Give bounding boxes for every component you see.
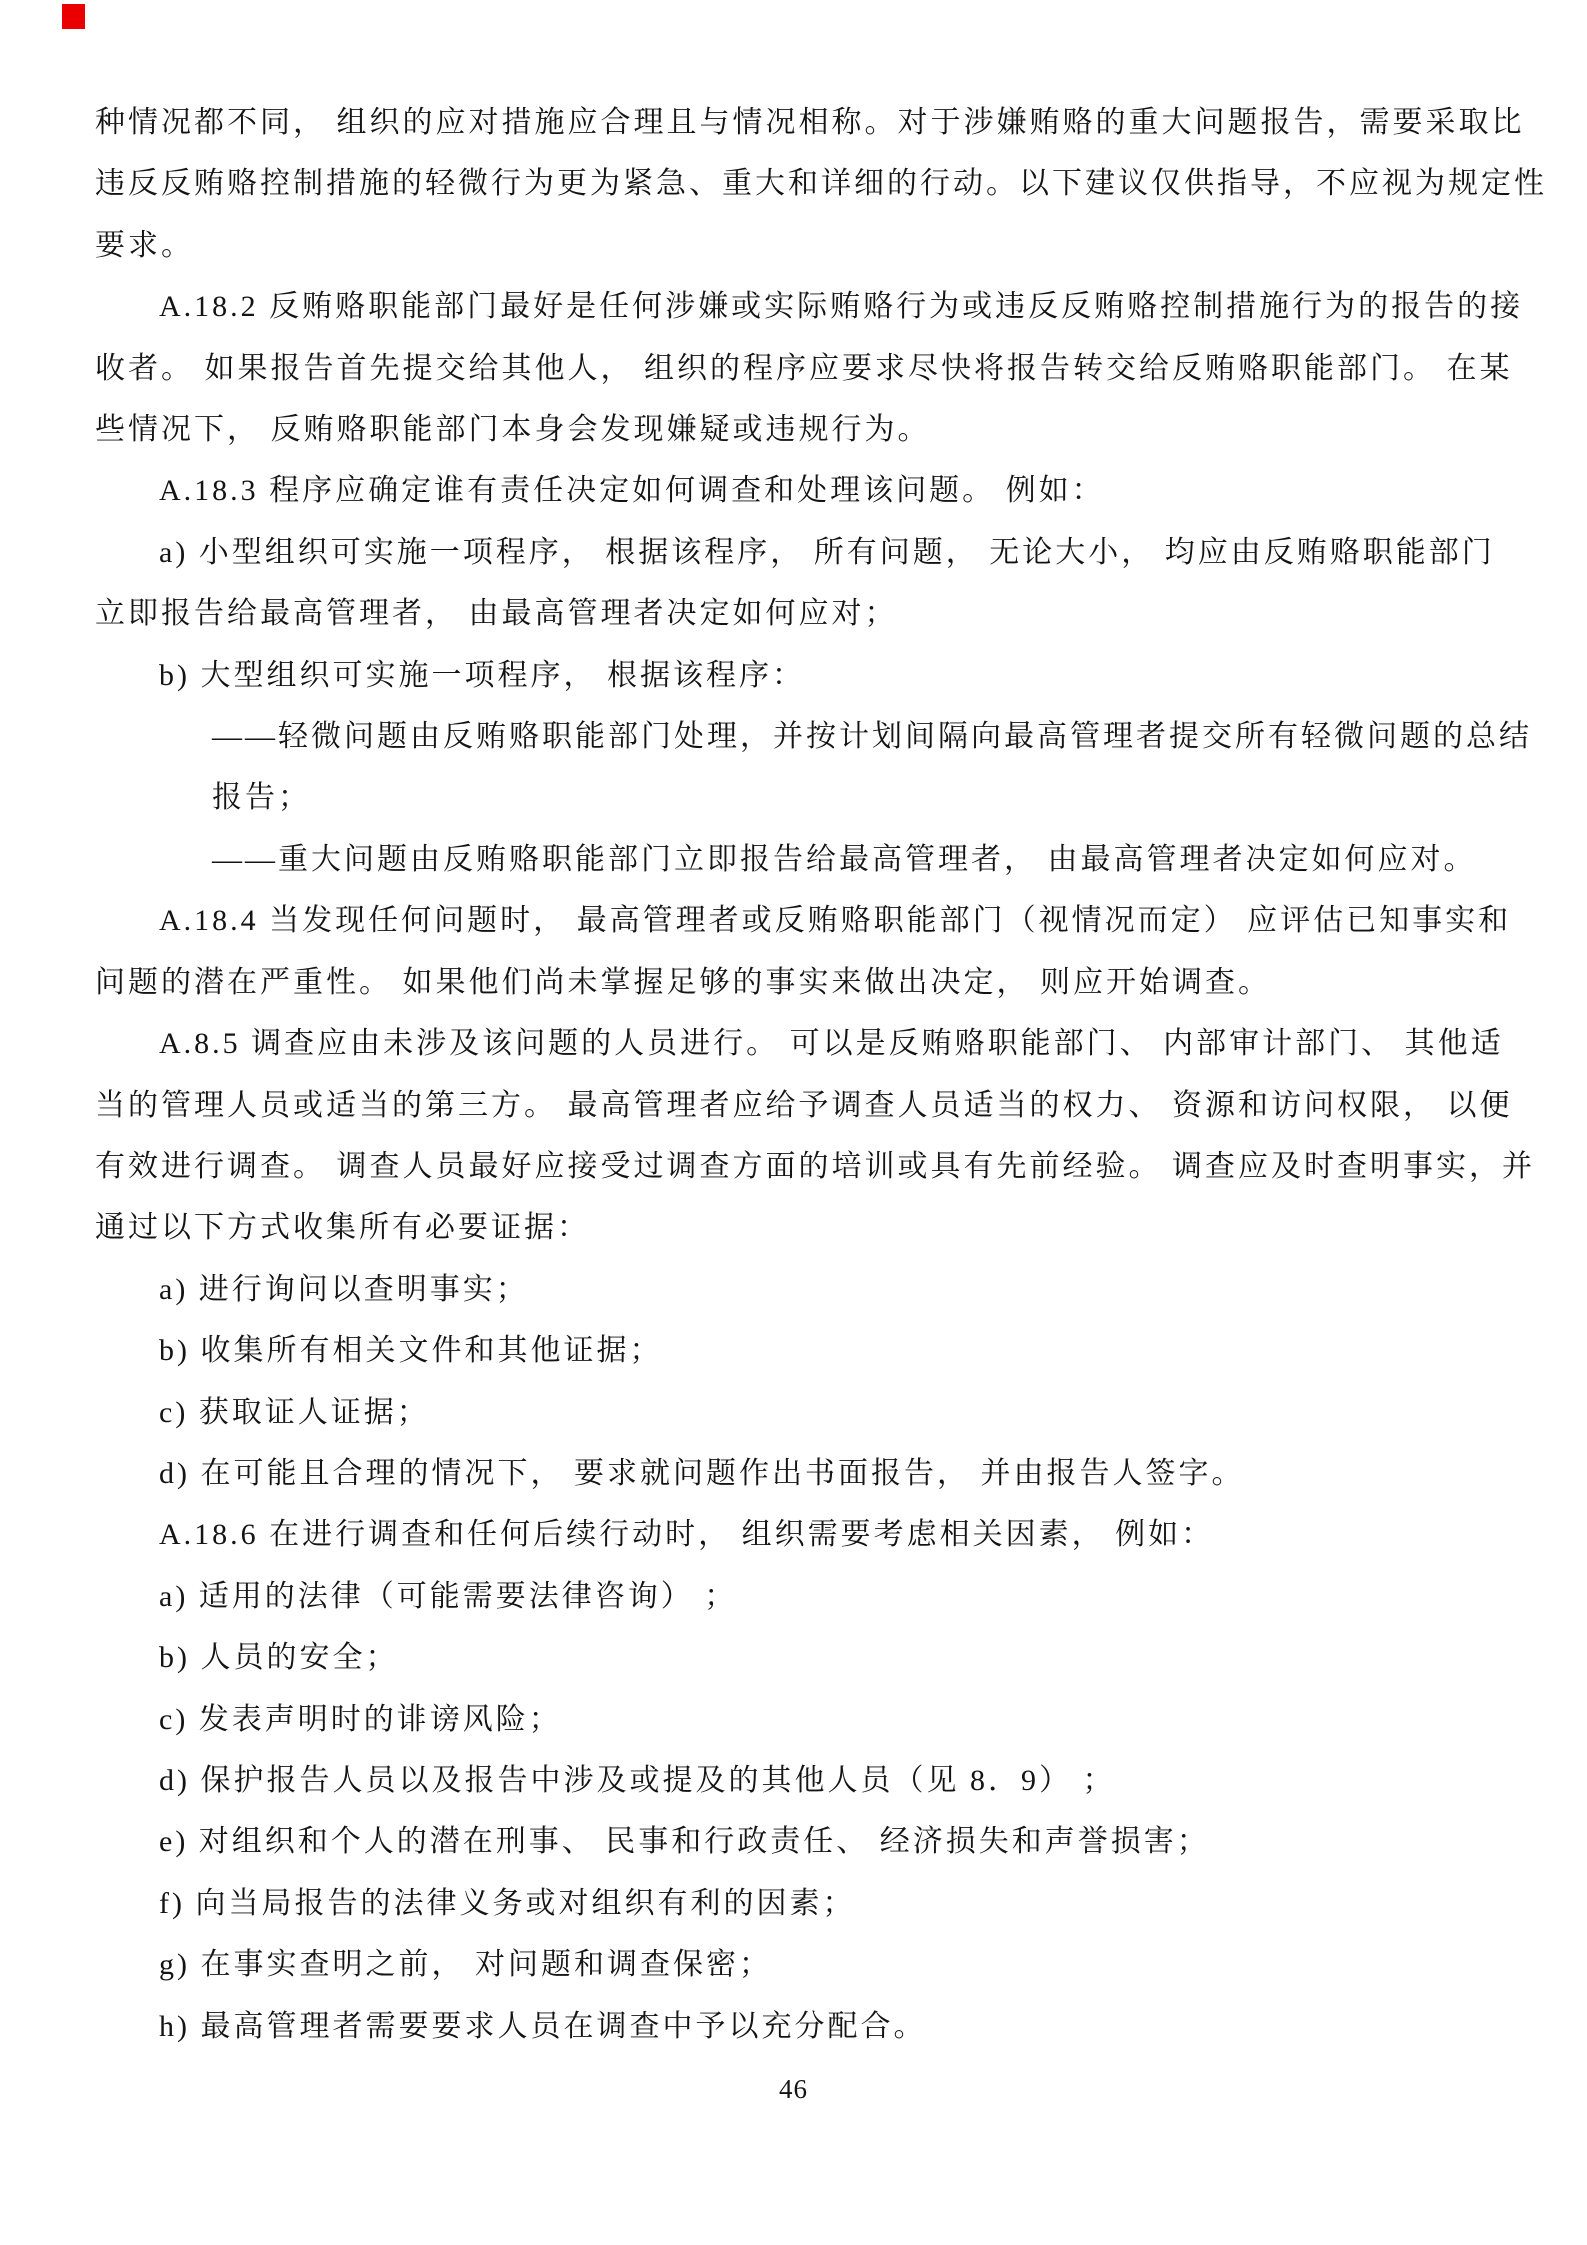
text-line: A.8.5 调查应由未涉及该问题的人员进行。 可以是反贿赂职能部门、 内部审计部门、 其他适 bbox=[159, 1027, 1504, 1061]
text-line: c) 获取证人证据； bbox=[159, 1395, 430, 1429]
text-line: f) 向当局报告的法律义务或对组织有利的因素； bbox=[159, 1886, 856, 1920]
text-line: a) 适用的法律（可能需要法律咨询） ； bbox=[159, 1579, 738, 1613]
text-line: A.18.2 反贿赂职能部门最好是任何涉嫌或实际贿赂行为或违反反贿赂控制措施行为的报告的接 bbox=[159, 290, 1524, 324]
text-line: A.18.3 程序应确定谁有责任决定如何调查和处理该问题。 例如： bbox=[159, 474, 1105, 508]
text-line: 种情况都不同， 组织的应对措施应合理且与情况相称。对于涉嫌贿赂的重大问题报告，需要采取比 bbox=[95, 106, 1525, 139]
text-line: c) 发表声明时的诽谤风险； bbox=[159, 1702, 562, 1736]
text-line: b) 大型组织可实施一项程序， 根据该程序： bbox=[159, 658, 805, 692]
text-line: 立即报告给最高管理者， 由最高管理者决定如何应对； bbox=[95, 597, 898, 631]
text-line: 些情况下， 反贿赂职能部门本身会发现嫌疑或违规行为。 bbox=[95, 413, 931, 447]
text-line: 要求。 bbox=[95, 228, 194, 262]
text-line: a) 进行询问以查明事实； bbox=[159, 1272, 529, 1306]
text-line: 收者。 如果报告首先提交给其他人， 组织的程序应要求尽快将报告转交给反贿赂职能部门。 在某 bbox=[95, 351, 1513, 385]
text-line: 当的管理人员或适当的第三方。 最高管理者应给予调查人员适当的权力、 资源和访问权限， 以便 bbox=[95, 1088, 1513, 1122]
text-line: 违反反贿赂控制措施的轻微行为更为紧急、重大和详细的行动。以下建议仅供指导，不应视为规定性 bbox=[95, 167, 1547, 201]
text-line: a) 小型组织可实施一项程序， 根据该程序， 所有问题， 无论大小， 均应由反贿赂职能部门 bbox=[159, 535, 1495, 569]
text-line: A.18.4 当发现任何问题时， 最高管理者或反贿赂职能部门（视情况而定） 应评估已知事实和 bbox=[159, 904, 1512, 938]
text-line: ——重大问题由反贿赂职能部门立即报告给最高管理者， 由最高管理者决定如何应对。 bbox=[212, 842, 1477, 876]
text-line: e) 对组织和个人的潜在刑事、 民事和行政责任、 经济损失和声誉损害； bbox=[159, 1825, 1210, 1859]
text-line: b) 人员的安全； bbox=[159, 1641, 399, 1675]
text-line: A.18.6 在进行调查和任何后续行动时， 组织需要考虑相关因素， 例如： bbox=[159, 1518, 1215, 1552]
text-line: 报告； bbox=[212, 781, 311, 815]
text-line: d) 在可能且合理的情况下， 要求就问题作出书面报告， 并由报告人签字。 bbox=[159, 1456, 1245, 1490]
text-line: d) 保护报告人员以及报告中涉及或提及的其他人员（见 8．9） ； bbox=[159, 1763, 1116, 1797]
text-line: 问题的潜在严重性。 如果他们尚未掌握足够的事实来做出决定， 则应开始调查。 bbox=[95, 965, 1271, 999]
text-line: 有效进行调查。 调查人员最好应接受过调查方面的培训或具有先前经验。 调查应及时查明事实，并 bbox=[95, 1149, 1535, 1183]
text-line: ——轻微问题由反贿赂职能部门处理，并按计划间隔向最高管理者提交所有轻微问题的总结 bbox=[212, 720, 1532, 754]
text-line: 通过以下方式收集所有必要证据： bbox=[95, 1211, 590, 1245]
text-line: g) 在事实查明之前， 对问题和调查保密； bbox=[159, 1948, 772, 1982]
text-line: h) 最高管理者需要要求人员在调查中予以充分配合。 bbox=[159, 2009, 927, 2043]
red-square-marker bbox=[62, 4, 85, 29]
text-line: b) 收集所有相关文件和其他证据； bbox=[159, 1334, 663, 1368]
page-number: 46 bbox=[779, 2074, 808, 2104]
